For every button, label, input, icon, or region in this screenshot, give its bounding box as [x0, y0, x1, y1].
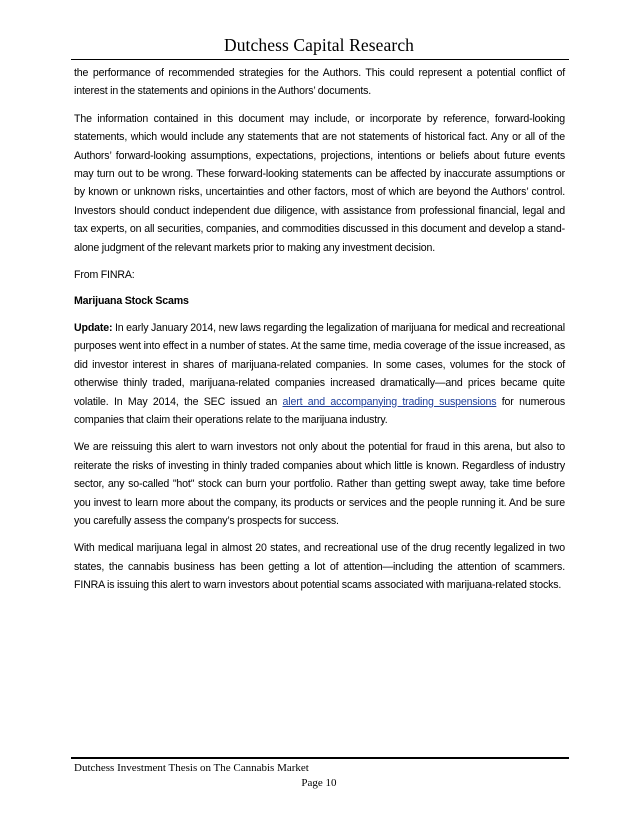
footer-document-title: Dutchess Investment Thesis on The Cannabis Market: [74, 762, 309, 774]
footer-divider: [71, 757, 569, 759]
paragraph-forward-looking: The information contained in this document may include, or incorporate by reference, forward-looking statements, which would include any statements that are not statements of historical fact. Any or all of the Authors’ forward-looking assumptions, expectations, projections, intentions or beliefs about future events may turn out to be wrong. These forward-looking statements can be affected by inaccurate assumptions or by known or unknown risks, uncertainties and other factors, most of which are beyond the Authors’ control. Investors should conduct independent due diligence, with assistance from professional financial, legal and tax experts, on all securities, companies, and commodities discussed in this document and develop a stand-alone judgment of the relevant markets prior to making any investment decision.: [74, 112, 565, 254]
update-label: Update:: [74, 321, 113, 334]
sec-alert-link[interactable]: alert and accompanying trading suspensions: [282, 395, 497, 408]
update-text-part1: In early January 2014, new laws regarding the legalization of marijuana for medical and recreational purposes went into effect in a number of states. At the same time, media coverage of the issue increased, as did investor interest in shares of marijuana-related companies. In some cases, volumes for the stock of otherwise thinly traded, marijuana-related companies increased dramatically—and prices became quite volatile. In May 2014, the SEC issued an: [74, 321, 565, 408]
paragraph-update: [74, 319, 565, 429]
section-heading-marijuana-scams: Marijuana Stock Scams: [74, 295, 189, 308]
update-text-part2: for numerous companies that claim their operations relate to the marijuana industry.: [74, 395, 565, 426]
paragraph-reissue: We are reissuing this alert to warn investors not only about the potential for fraud in this arena, but also to reiterate the risks of investing in thinly traded companies about which little is known. Regardless of industry sector, any so-called "hot" stock can burn your portfolio. Rather than getting swept away, take time before you invest to learn more about the company, its products or services and the people running it. And be sure you carefully assess the company’s prospects for success.: [74, 441, 565, 527]
footer-page-number: Page 10: [301, 777, 337, 789]
paragraph-performance: the performance of recommended strategies for the Authors. This could represent a potential conflict of interest in the statements and opinions in the Authors’ documents.: [74, 67, 565, 98]
page-header-title: Dutchess Capital Research: [223, 35, 415, 55]
document-body: [74, 64, 565, 604]
from-finra-label: From FINRA:: [74, 269, 135, 282]
header-divider: [71, 59, 569, 60]
paragraph-medical-marijuana: With medical marijuana legal in almost 20 states, and recreational use of the drug recently legalized in two states, the cannabis business has been getting a lot of attention—including the attention of scammers. FINRA is issuing this alert to warn investors about potential scams associated with marijuana-related stocks.: [74, 542, 565, 592]
